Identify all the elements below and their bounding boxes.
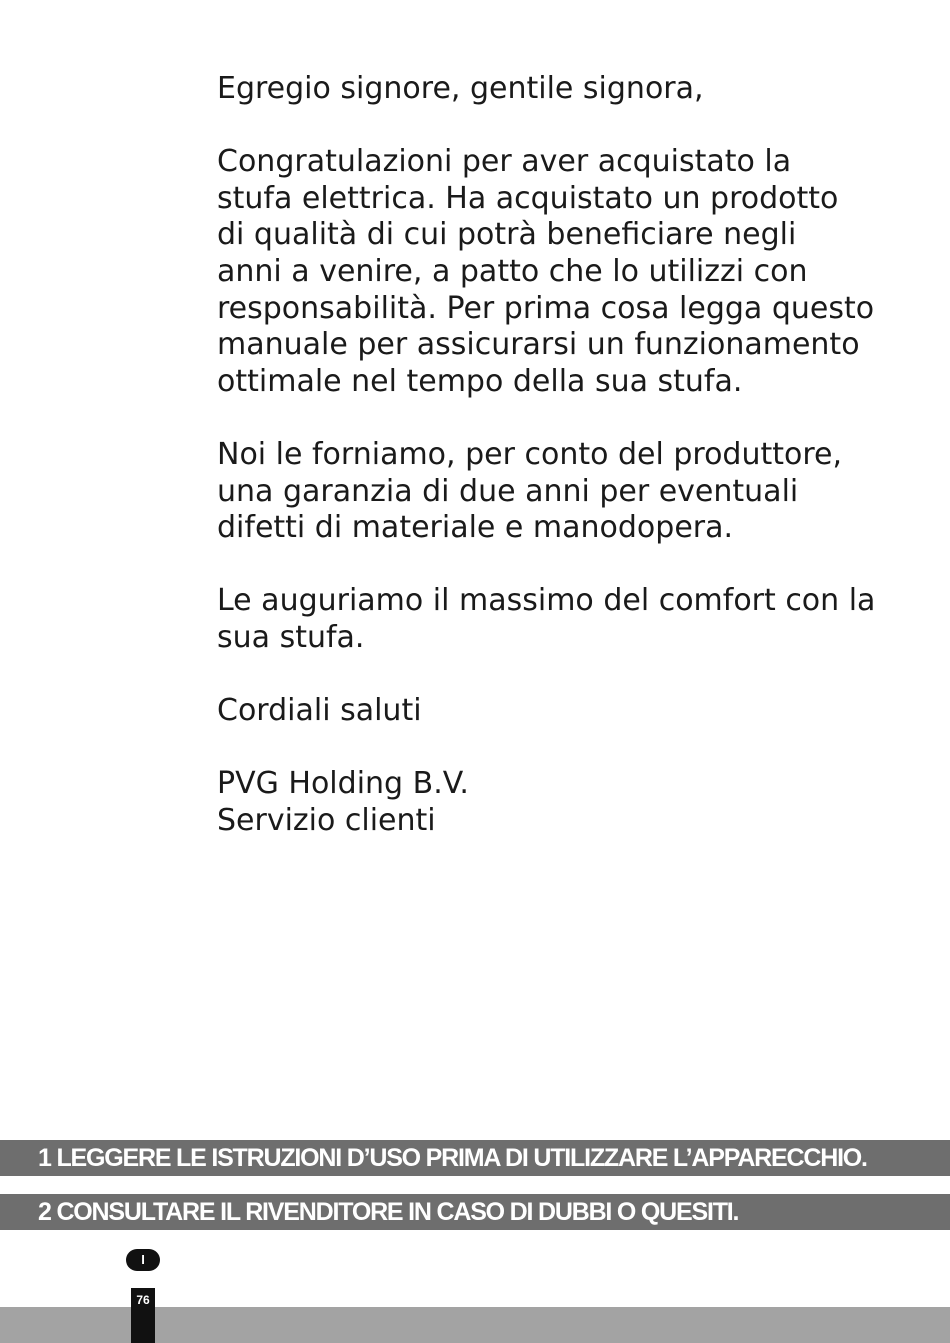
- letter-body: [217, 71, 917, 876]
- letter-closing: Cordiali saluti: [217, 693, 422, 729]
- letter-salutation: Egregio signore, gentile signora,: [217, 71, 704, 106]
- instruction-banner-2: 2 CONSULTARE IL RIVENDITORE IN CASO DI DUBBI O QUESITI.: [0, 1194, 950, 1230]
- instruction-banner-1: 1 LEGGERE LE ISTRUZIONI D’USO PRIMA DI UTILIZZARE L’APPARECCHIO.: [0, 1140, 950, 1176]
- page-number: 76: [131, 1288, 155, 1343]
- letter-paragraph-warranty: Noi le forniamo, per conto del produttore, una garanzia di due anni per eventuali difetti di materiale e manodopera.: [217, 436, 843, 546]
- letter-signature: PVG Holding B.V. Servizio clienti: [217, 766, 469, 838]
- letter-paragraph-intro: Congratulazioni per aver acquistato la stufa elettrica. Ha acquistato un prodotto di qualità di cui potrà beneficiare negli anni a venire, a patto che lo utilizzi con responsabilità. Per prima cosa legga questo manuale per assicurarsi un funzionamento ottimale nel tempo della sua stufa.: [217, 144, 875, 399]
- letter-paragraph-wishes: Le auguriamo il massimo del comfort con la sua stufa.: [217, 583, 876, 655]
- language-badge: I: [126, 1249, 160, 1271]
